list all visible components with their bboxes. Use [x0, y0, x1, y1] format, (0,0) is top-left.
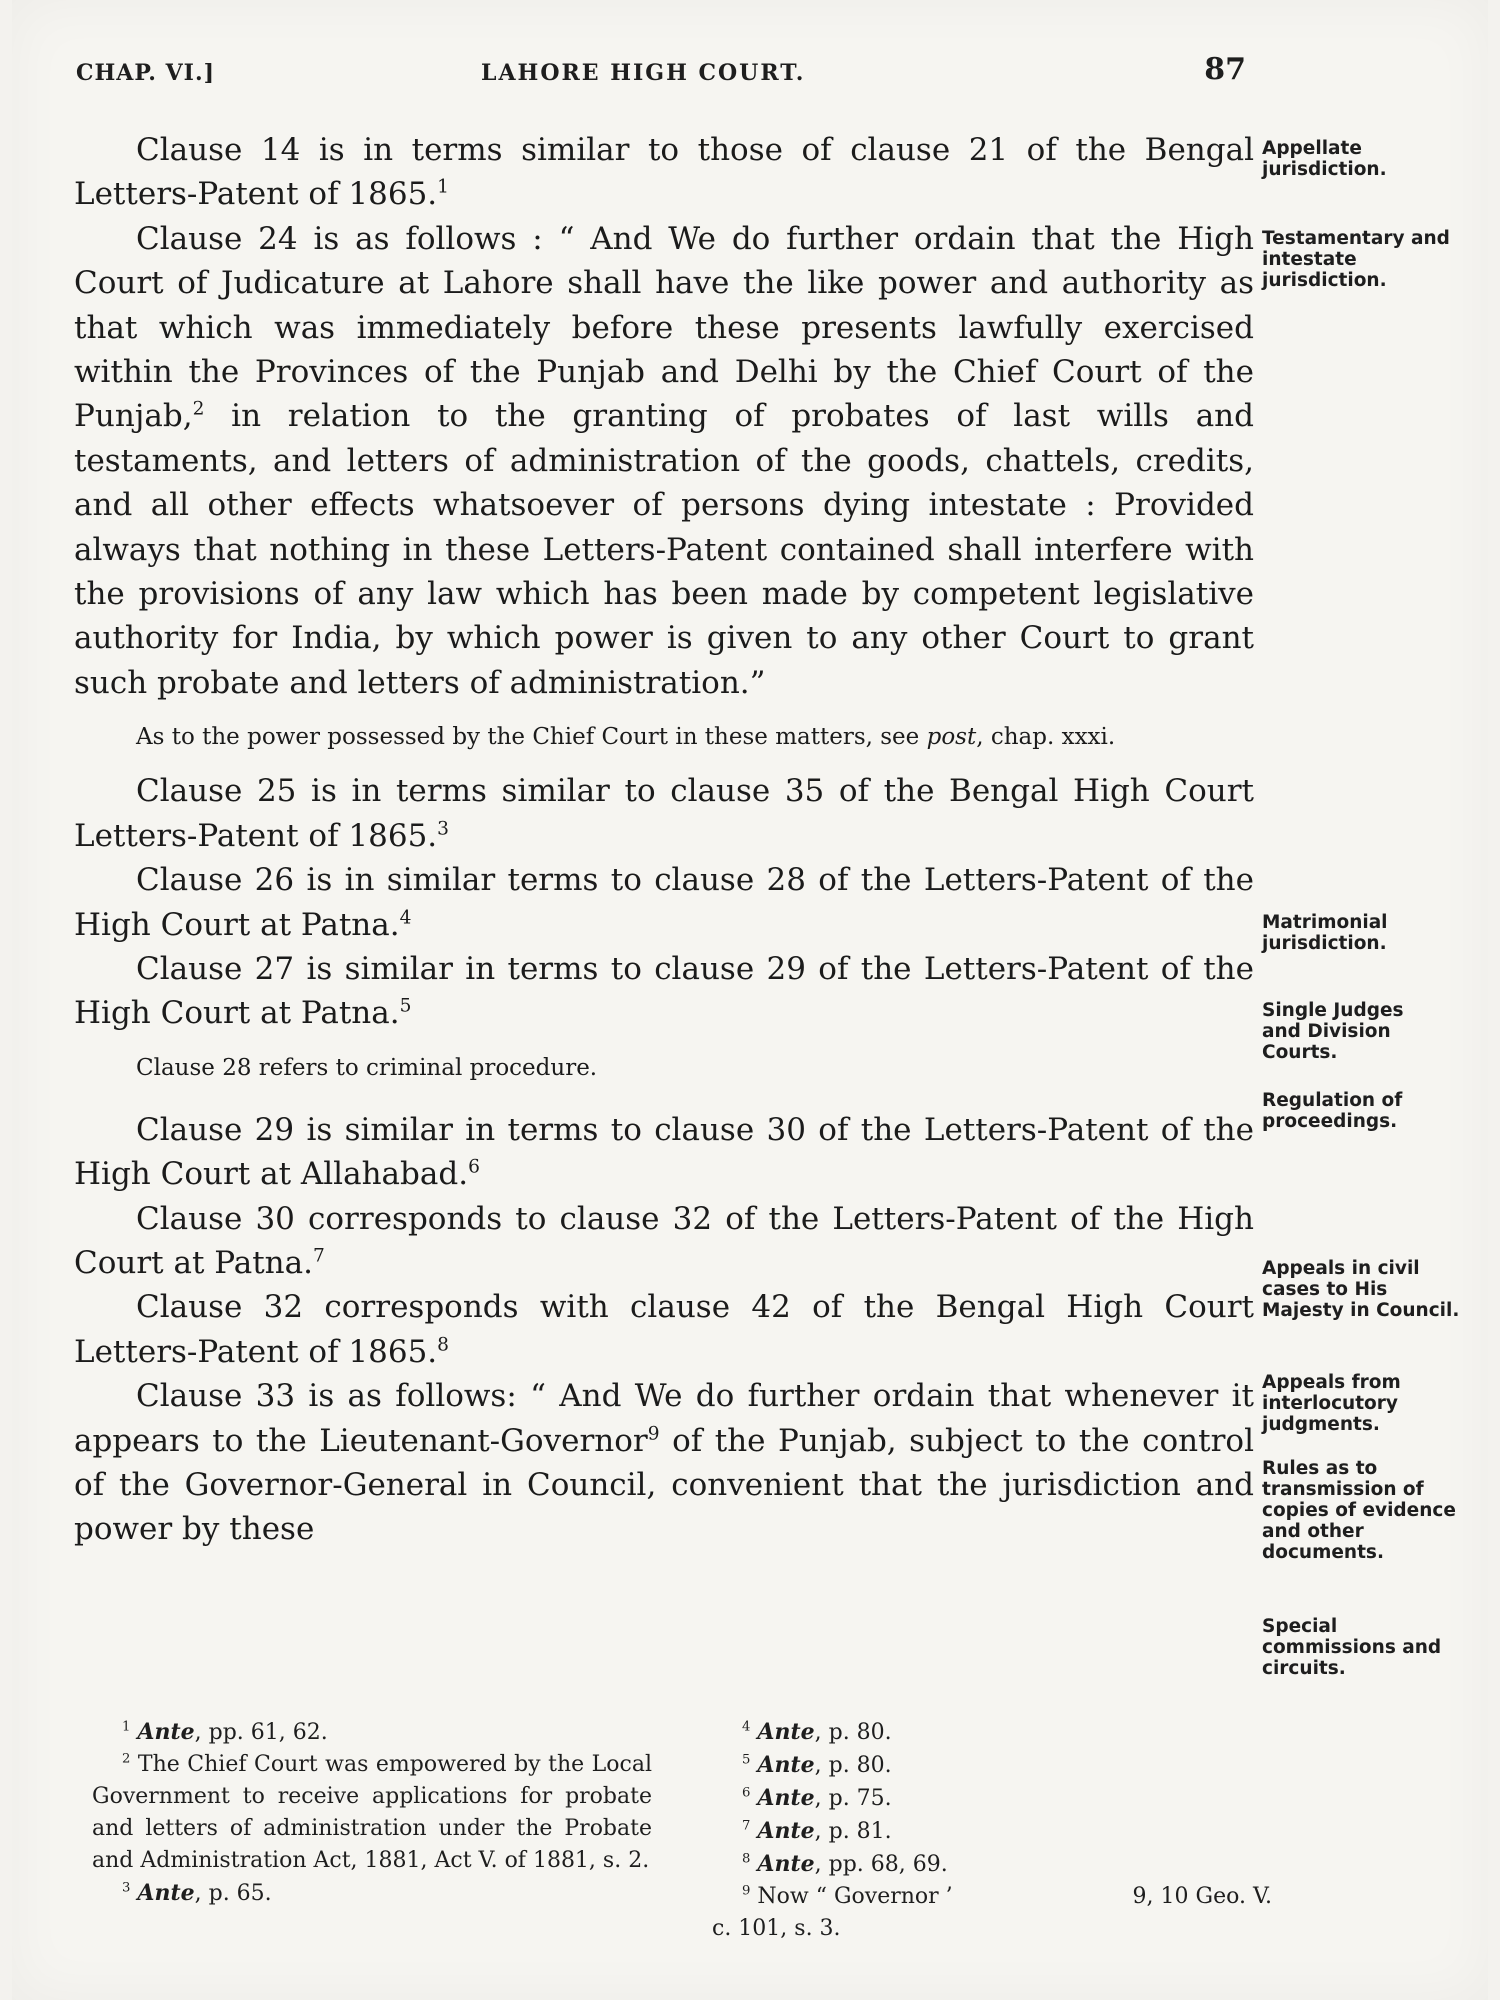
margin-note: Regulation of proceedings.	[1262, 1090, 1403, 1132]
note-chief-court-power: As to the power possessed by the Chief Court in these matters, see post, chap. xxxi.	[136, 724, 1116, 751]
footnote-1: $^1$ Ante, pp. 61, 62.	[122, 1719, 328, 1745]
footnote-5: $^5$ Ante, p. 80.	[742, 1752, 892, 1778]
margin-note: Matrimonial jurisdiction.	[1262, 912, 1388, 954]
footnote-8: $^8$ Ante, pp. 68, 69.	[742, 1851, 948, 1877]
running-header	[76, 50, 1246, 94]
footnote-4: $^4$ Ante, p. 80.	[742, 1719, 892, 1745]
margin-note: Testamentary and intestate jurisdiction.	[1262, 228, 1450, 291]
paragraph-clause-27: Clause 27 is similar in terms to clause 29 of the Letters-Patent of the High Court at Patna.$^5$	[74, 950, 1254, 1032]
margin-note: Single Judges and Division Courts.	[1262, 1000, 1404, 1063]
paragraph-clause-29: Clause 29 is similar in terms to clause 30 of the Letters-Patent of the High Court at Allahabad.$^6$	[74, 1111, 1254, 1193]
paragraph-clause-33: Clause 33 is as follows: “ And We do further ordain that whenever it appears to the Lieutenant-Governor$^9$ of the Punjab, subject to the control of the Governor-General in Council, convenient that the jurisdiction and power by these	[74, 1378, 1254, 1548]
paragraph-clause-14: Clause 14 is in terms similar to those of clause 21 of the Bengal Letters-Patent of 1865.$^1$	[74, 132, 1254, 213]
paragraph-clause-24: Clause 24 is as follows : “ And We do further ordain that the High Court of Judicature at Lahore shall have the like power and authority as that which was immediately before these presents lawfully exercised within the Provinces of the Punjab and Delhi by the Chief Court of the Punjab,$^2$ in relation to the granting of probates of last wills and testaments, and letters of administration of the goods, chattels, credits, and all other effects whatsoever of persons dying intestate : Provided always that nothing in these Letters-Patent contained shall interfere with the provisions of any law which has been made by competent legislative authority for India, by which power is given to any other Court to grant such probate and letters of administration.”	[74, 220, 1254, 701]
main-text	[74, 128, 1254, 1552]
running-title: LAHORE HIGH COURT.	[481, 60, 806, 86]
footnote-9-continuation: c. 101, s. 3.	[712, 1916, 841, 1941]
margin-note: Rules as to transmission of copies of evidence and other documents.	[1262, 1458, 1456, 1563]
margin-note: Special commissions and circuits.	[1262, 1616, 1442, 1679]
footnote-2: $^2$ The Chief Court was empowered by the Local Government to receive applications for probate and letters of administration under the Probate and Administration Act, 1881, Act V. of 1881, s. 2.	[92, 1751, 653, 1873]
paragraph-clause-32: Clause 32 corresponds with clause 42 of the Bengal High Court Letters-Patent of 1865.$^8$	[74, 1289, 1254, 1370]
footnote-9-citation: 9, 10 Geo. V.	[1132, 1884, 1272, 1909]
footnote-7: $^7$ Ante, p. 81.	[742, 1818, 892, 1844]
book-page	[12, 0, 1488, 2000]
footnote-6: $^6$ Ante, p. 75.	[742, 1785, 892, 1811]
paragraph-clause-30: Clause 30 corresponds to clause 32 of the Letters-Patent of the High Court at Patna.$^7$	[74, 1200, 1254, 1281]
page-number: 87	[1204, 52, 1246, 87]
note-clause-28: Clause 28 refers to criminal procedure.	[136, 1054, 598, 1081]
footnote-9: $^9$ Now “ Governor ’ 9, 10 Geo. V.	[712, 1881, 1272, 1913]
footnote-3: $^3$ Ante, p. 65.	[122, 1880, 272, 1906]
footnotes-left-column	[92, 1716, 652, 1910]
footnotes-right-column	[712, 1716, 1272, 1945]
margin-note: Appeals from interlocutory judgments.	[1262, 1372, 1401, 1435]
paragraph-clause-26: Clause 26 is in similar terms to clause 28 of the Letters-Patent of the High Court at Patna.$^4$	[74, 862, 1254, 943]
paragraph-clause-25: Clause 25 is in terms similar to clause 35 of the Bengal High Court Letters-Patent of 1865.$^3$	[74, 773, 1254, 854]
chapter-label: CHAP. VI.]	[76, 60, 216, 86]
margin-note: Appeals in civil cases to His Majesty in Council.	[1262, 1258, 1460, 1321]
margin-note: Appellate jurisdiction.	[1262, 138, 1387, 180]
